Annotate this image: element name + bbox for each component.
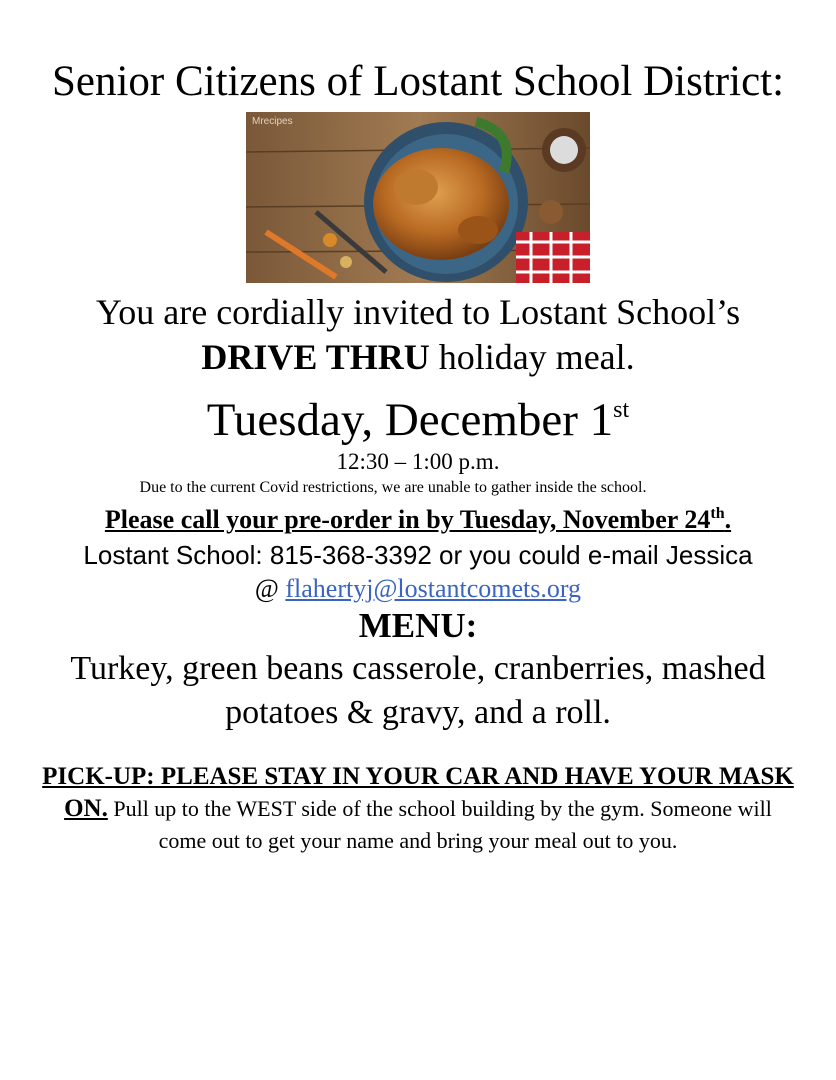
preorder-period: . xyxy=(724,505,732,534)
contact-email-line xyxy=(0,573,836,605)
menu-heading: MENU: xyxy=(358,606,478,645)
roast-turkey-image xyxy=(246,112,590,283)
at-symbol: @ xyxy=(254,574,286,603)
event-date xyxy=(0,383,836,447)
pickup-text: Pull up to the WEST side of the school building by the gym. Someone will come out to get your name and bring your meal out to you. xyxy=(107,796,772,853)
image-watermark: Mrecipes xyxy=(252,116,293,127)
flyer-title: Senior Citizens of Lostant School District: xyxy=(51,58,785,105)
email-link[interactable]: flahertyj@lostantcomets.org xyxy=(285,574,582,603)
invite-rest: holiday meal. xyxy=(429,337,635,377)
photo-container xyxy=(0,112,836,283)
event-date-text: Tuesday, December 1 xyxy=(206,394,614,446)
preorder-deadline xyxy=(0,497,836,537)
pickup-highlight: PICK-UP: PLEASE STAY IN YOUR CAR AND HAVE YOUR MASK ON. xyxy=(42,763,794,822)
event-date-suffix: st xyxy=(613,397,630,423)
contact-phone-line: Lostant School: 815-368-3392 or you could e-mail Jessica xyxy=(83,540,753,570)
preorder-text: Please call your pre-order in by Tuesday, November 24 xyxy=(104,505,711,534)
menu-items-line-1: Turkey, green beans casserole, cranberries, mashed xyxy=(70,650,766,687)
invite-line-1: You are cordially invited to Lostant School’s xyxy=(95,292,741,332)
turkey-illustration xyxy=(246,112,590,283)
covid-note: Due to the current Covid restrictions, we are unable to gather inside the school. xyxy=(139,479,647,496)
menu-items-line-2: potatoes & gravy, and a roll. xyxy=(225,694,611,731)
pickup-instructions xyxy=(0,761,836,857)
event-time: 12:30 – 1:00 p.m. xyxy=(336,449,500,474)
drive-thru-emphasis: DRIVE THRU xyxy=(201,337,430,377)
preorder-suffix: th xyxy=(710,505,725,522)
invite-line-2 xyxy=(0,335,836,379)
